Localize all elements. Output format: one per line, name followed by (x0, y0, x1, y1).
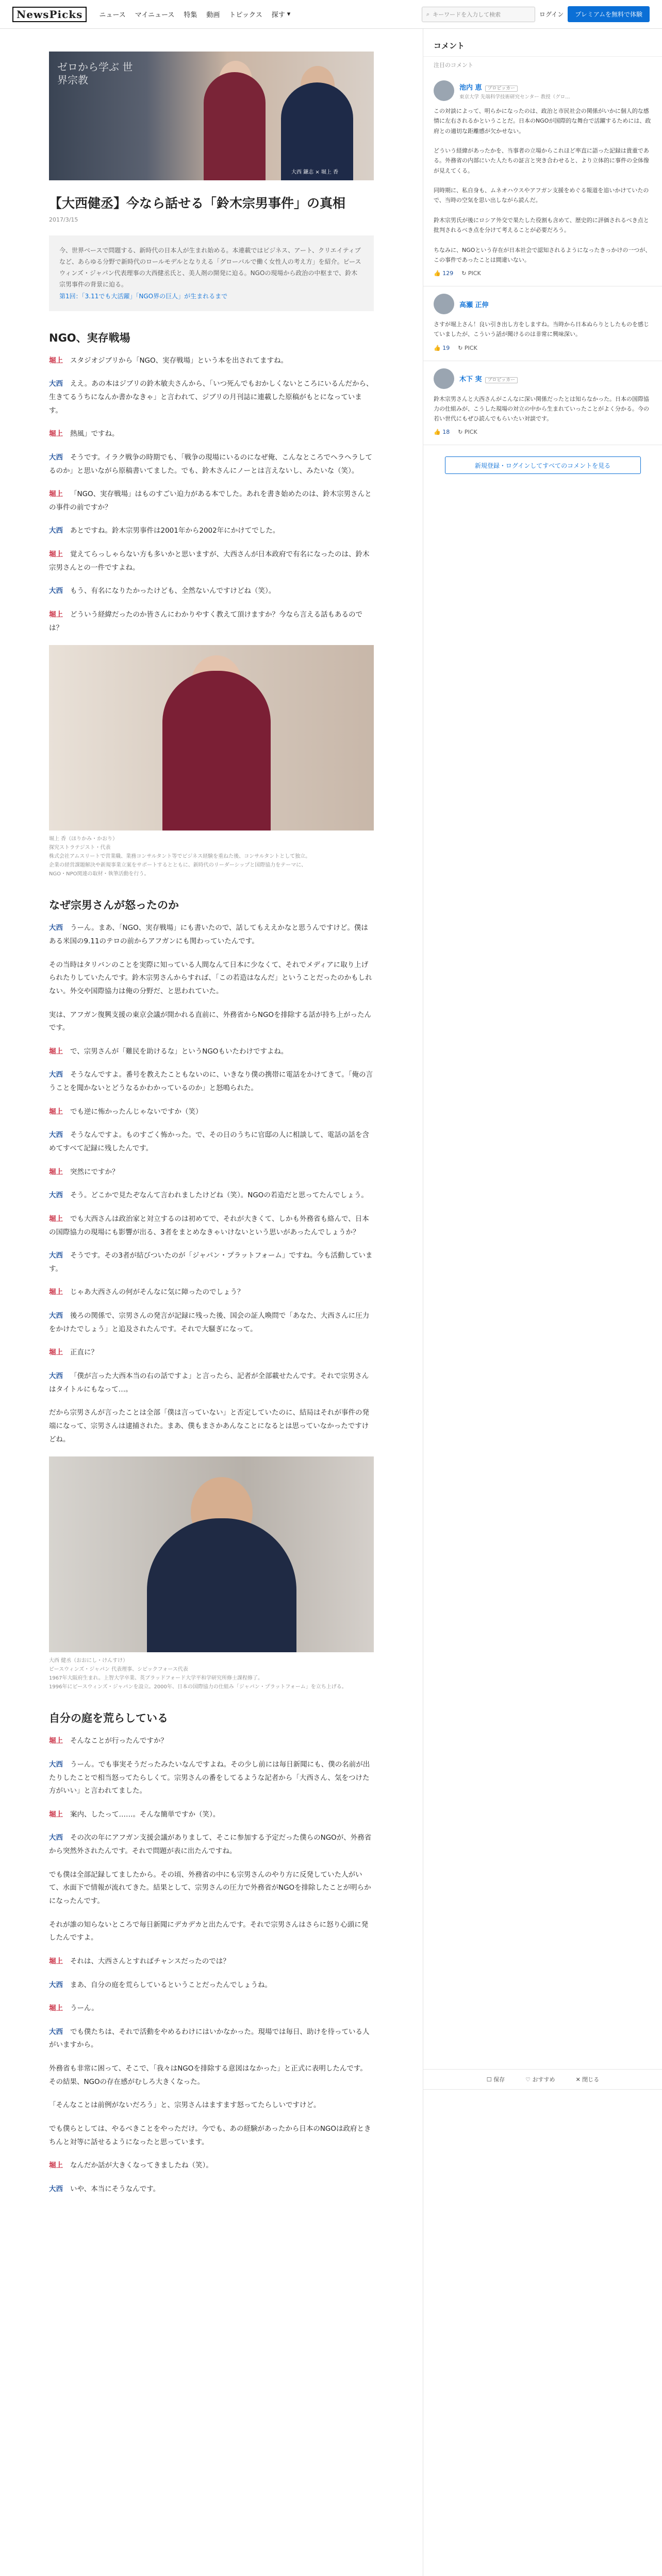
speaker-name: 堀上 (49, 550, 63, 559)
dialogue-text: まあ、自分の庭を荒らしているということだったんでしょうね。 (70, 1980, 272, 1989)
site-logo[interactable]: NewsPicks (12, 7, 87, 22)
dialogue-text: そうなんですよ。番号を教えたこともないのに、いきなり僕の携帯に電話をかけてきて。「俺の言うことを聞かないとどうなるかわかっているのか」と怒鳴られた。 (49, 1071, 373, 1093)
dialogue-text: なんだか話が大きくなってきましたね（笑）。 (70, 2161, 213, 2170)
comment-header (434, 80, 652, 101)
article-date: 2017/3/15 (49, 216, 78, 223)
pick-button[interactable] (458, 429, 477, 435)
comment-author-block (459, 299, 489, 309)
speaker-name: 大西 (49, 380, 63, 388)
dialogue-text: でも逆に怖かったんじゃないですか（笑） (70, 1107, 203, 1116)
dialogue-line (49, 1166, 374, 1179)
section-heading-2: なぜ宗男さんが怒ったのか (49, 899, 179, 912)
interviewer-photo-caption: 堀上 香（ほりかみ・かおり） 探究ストラテジスト・代表 株式会社アムスリートで営業職、業務コンサルタント等でビジネス経験を重ねた後、コンサルタントとして独立。 企業の経営課題解決や新規事業立案をサポートするとともに、新時代のリーダーシップと国際協力をテーマに、 NGO・NPO関連の取材・執筆活動を行う。 (49, 836, 311, 877)
sidebar-action-bar (423, 2069, 662, 2090)
dialogue-text: うーん。まあ、「NGO、実存戦場」にも書いたので、話してもええかなと思うんですけど。僕はある米国の9.11のテロの前からアフガンにも関わっていたんです。 (49, 924, 368, 945)
comment-text: 鈴木宗男さんと大西さんがこんなに深い関係だったとは知らなかった。日本の国際協力の仕組みが、こうした現場の対立の中から生まれていったことがよく分かる。今の若い世代にもぜひ読んでもらいたい対談です。 (434, 395, 649, 422)
dialogue-line (49, 1249, 374, 1276)
dialogue-text: で、宗男さんが「難民を助けるな」というNGOもいたわけですよね。 (70, 1047, 288, 1056)
like-button[interactable] (434, 429, 450, 435)
dialogue-text: 正直に？ (70, 1348, 98, 1357)
dialogue-line (49, 1979, 374, 1992)
dialogue-text: でも僕たちは、それで活動をやめるわけにはいかなかった。現場では毎日、助けを待っている人がいますから。 (49, 2027, 370, 2049)
dialogue-line (49, 2002, 374, 2015)
dialogue-text: でも僕らとしては、やるべきことをやっただけ。今でも、あの経験があったから日本のNGOは政府ときちんと対等に話せるようになったと思っています。 (49, 2125, 371, 2146)
avatar[interactable] (434, 80, 454, 101)
comment-item (423, 286, 662, 361)
comment-header (434, 368, 652, 389)
nav-item-topics[interactable]: トピックス (229, 11, 262, 19)
dialogue-text: 「僕が言った大西本当の右の話ですよ」と言ったら、記者が全部載せたんです。それで宗男さんはタイトルにもなって…。 (49, 1372, 369, 1394)
speaker-name: 大西 (49, 1760, 63, 1769)
dialogue-line (49, 1045, 374, 1059)
dialogue-line (49, 959, 374, 998)
comment-author-block (459, 82, 570, 100)
dialogue-text: そうです。イラク戦争の時期でも、「戦争の現場にいるのになぜ俺、こんなところでヘラヘラしてるのか」と思いながら原稿書いてました。でも、鈴木さんにノーとは言えないし、みたいな（笑）。 (49, 453, 373, 475)
lead-text: 今、世界ベースで問題する、新時代の日本人が生まれ始める。本連載ではビジネス、アート、クリエイティブなど、あらゆる分野で新時代のロールモデルとなりえる「グローバルで働く女性人の考え方」を紹介。ピースウィンズ・ジャパン代表理事の大西健丞氏と、美人剤の開発に迫る。NGOの現場から政治の中枢まで、鈴木宗男事件の背景に迫る。 (59, 246, 361, 289)
avatar[interactable] (434, 368, 454, 389)
like-count: 19 (442, 344, 450, 351)
dialogue-line (49, 488, 374, 514)
dialogue-line (49, 1106, 374, 1119)
speaker-name: 堀上 (49, 1810, 63, 1819)
comments-sidebar (423, 29, 662, 2576)
speaker-name: 大西 (49, 1071, 63, 1079)
comment-item (423, 73, 662, 286)
dialogue-line (49, 1189, 374, 1202)
speaker-name: 大西 (49, 1980, 63, 1989)
dialogue-text: あとですね。鈴木宗男事件は2001年から2002年にかけてでした。 (70, 527, 280, 535)
speaker-name: 大西 (49, 1312, 63, 1320)
dialogue-line (49, 1213, 374, 1239)
pick-button[interactable] (458, 345, 477, 351)
dialogue-text: そう。どこかで見たぞなんて言われましたけどね（笑）。NGOの若造だと思ってたんでしょう。 (70, 1191, 368, 1200)
pick-label: PICK (464, 344, 477, 351)
dialogue-text: 覚えてらっしゃらない方も多いかと思いますが、大西さんが日本政府で有名になったのは、鈴木宗男さんとの一件ですよね。 (49, 550, 370, 572)
speaker-name: 大西 (49, 1834, 63, 1842)
dialogue-text: その当時はタリバンのことを実際に知っている人間なんて日本に少なくて、それでメディアに取り上げられたりしていたんです。鈴木宗男さんからすれば、「この若造はなんだ」ということだったのかもしれない。外交や国際協力は俺の分野だ、と思われていた。 (49, 960, 372, 995)
dialogue-line (49, 1310, 374, 1336)
dialogue-line (49, 1832, 374, 1858)
dialogue-text: でも僕は全部記録してましたから。その頃、外務省の中にも宗男さんのやり方に反発していた人がいて、水面下で情報が流れてきた。結果として、宗男さんの圧力で外務省がNGOを排除したことが明らかになったんです。 (49, 1870, 371, 1905)
speaker-name: 堀上 (49, 2004, 63, 2013)
pro-picker-badge: プロピッカー (485, 377, 518, 383)
speaker-name: 堀上 (49, 611, 63, 619)
comments-subtitle: 注目のコメント (423, 56, 662, 73)
lead-link[interactable]: 第1回：「3.11でも大活躍」「NGO界の巨人」が生まれるまで (59, 292, 228, 300)
speaker-name: 大西 (49, 1251, 63, 1260)
dialogue-text: ええ。あの本はジブリの鈴木敏夫さんから、「いつ死んでもおかしくないところにいるんだから、生きてるうちになんか書かなきゃ」と言われて、ジブリの月刊誌に連載した原稿がもとになっています。 (49, 380, 373, 415)
dialogue-text: そうなんですよ。ものすごく怖かった。で、その日のうちに官邸の人に相談して、電話の話を含めてすべて記録に残したんです。 (49, 1131, 369, 1153)
thumbs-up-icon: 👍 (434, 429, 441, 436)
save-button[interactable]: ☐ 保存 (486, 2076, 505, 2083)
dialogue-text: そんなことが行ったんですか？ (70, 1737, 168, 1745)
speaker-name: 大西 (49, 527, 63, 535)
comment-item (423, 361, 662, 446)
hero-figure-woman (204, 72, 266, 180)
dialogue-line (49, 2099, 374, 2112)
dialogue-line (49, 1129, 374, 1155)
nav-item-explore-label: 探す (271, 11, 285, 19)
dialogue-line (49, 378, 374, 417)
dialogue-text: いや、本当にそうなんです。 (70, 2184, 160, 2193)
like-count: 18 (442, 429, 450, 436)
speaker-name: 大西 (49, 2184, 63, 2193)
hero-caption: ゼロから学ぶ 世界宗教 (57, 61, 133, 86)
top-bar (0, 0, 662, 29)
dialogue-block-1 (49, 354, 374, 635)
dialogue-text: 突然にですか？ (70, 1167, 119, 1176)
like-button[interactable] (434, 270, 453, 277)
interviewee-photo-caption: 大西 健丞（おおにし・けんすけ） ピースウィンズ・ジャパン 代表理事、シビックフォース代表 1967年大阪府生まれ。上智大学卒業、英ブラッドフォード大学平和学研究所修士課程修了。 1996年にピースウィンズ・ジャパンを設立。2000年、日本の国際協力の仕組み「ジャパン・プラットフォーム」を立ち上げる。 (49, 1658, 347, 1690)
hero-image (49, 52, 374, 180)
dialogue-line (49, 922, 374, 948)
like-count: 129 (442, 270, 454, 277)
close-label: 閉じる (582, 2076, 600, 2083)
speaker-name: 堀上 (49, 1348, 63, 1357)
comment-author-block (459, 374, 518, 383)
search-placeholder: キーワードを入力して検索 (433, 11, 501, 18)
dialogue-line (49, 1735, 374, 1748)
dialogue-line (49, 548, 374, 574)
dialogue-line (49, 524, 374, 538)
article-title: 【大西健丞】今なら話せる「鈴木宗男事件」の真相 (49, 196, 346, 211)
comments-title: コメント (434, 41, 465, 50)
dialogue-line (49, 1406, 374, 1446)
comment-text: さすが堀上さん！良い引き出し方をしますね。当時から日本ぬらりとしたものを感じていましたが、こういう話が聞けるのは非常に興味深い。 (434, 321, 649, 338)
hero-figure-man (281, 82, 353, 180)
speaker-name: 堀上 (49, 1737, 63, 1745)
dialogue-text: どういう経緯だったのか皆さんにわかりやすく教えて頂けますか？今なら言える話もあるのでは？ (49, 611, 362, 632)
comment-footer (434, 270, 652, 277)
dialogue-line (49, 1286, 374, 1299)
dialogue-line (49, 1346, 374, 1360)
avatar[interactable] (434, 294, 454, 314)
speaker-name: 堀上 (49, 1957, 63, 1965)
speaker-name: 堀上 (49, 1047, 63, 1056)
dialogue-line (49, 1069, 374, 1095)
main-nav (99, 9, 290, 19)
recommend-label: おすすめ (532, 2076, 555, 2083)
thumbs-up-icon: 👍 (434, 270, 441, 277)
dialogue-text: それが誰の知らないところで毎日新聞にデカデカと出たんです。それで宗男さんはさらに怒り心頭に発したんですよ。 (49, 1920, 369, 1942)
dialogue-line (49, 451, 374, 478)
pick-icon: ↻ (458, 429, 463, 436)
dialogue-text: でも大西さんは政治家と対立するのは初めてで、それが大きくて、しかも外務省も絡んで、日本の国際協力の現場にも影響が出る、3者をまとめなきゃいけないという思いがあったんでしょうか？ (49, 1214, 369, 1236)
interviewee-body (147, 1518, 296, 1652)
comment-footer (434, 345, 652, 351)
recommend-button[interactable]: ♡ おすすめ (525, 2076, 555, 2083)
comment-author-name[interactable]: 木下 実 (459, 376, 482, 383)
interviewer-photo (49, 645, 374, 831)
dialogue-text: もう、有名になりたかったけども、全然ないんですけどね（笑）。 (70, 587, 276, 596)
dialogue-text: 外務省も非常に困って、そこで、「我々はNGOを排除する意図はなかった」と正式に表明したんです。その結果、NGOの存在感がむしろ大きくなった。 (49, 2064, 367, 2086)
nav-item-features[interactable]: 特集 (184, 11, 197, 19)
dialogue-text: スタジオジブリから「NGO、実存戦場」という本を出されてますね。 (70, 356, 288, 365)
dialogue-line (49, 608, 374, 635)
dialogue-text: うーん。 (70, 2004, 98, 2013)
dialogue-line (49, 1370, 374, 1396)
dialogue-text: 案内、したって……。そんな簡単ですか（笑）。 (70, 1810, 220, 1819)
header-actions (422, 6, 650, 22)
thumbs-up-icon: 👍 (434, 344, 441, 351)
comment-author-name[interactable]: 池内 恵 (459, 83, 482, 92)
nav-item-videos[interactable]: 動画 (206, 11, 220, 19)
nav-item-news[interactable]: ニュース (99, 11, 126, 19)
dialogue-text: 後ろの関係で、宗男さんの発言が記録に残った後、国会の証人喚問で「あなた、大西さんに圧力をかけたでしょう」と追及されたんです。それで大騒ぎになって。 (49, 1312, 370, 1333)
speaker-name: 堀上 (49, 1167, 63, 1176)
dialogue-line (49, 1919, 374, 1945)
pick-label: PICK (464, 429, 477, 436)
dialogue-text: うーん。でも事実そうだったみたいなんですよね。その少し前には毎日新聞にも、僕の名前が出たりしたことで相当怒ってたらしくて。宗男さんの番をしてるような記者から「大西さん、気をつけた方がいい」と言われてました。 (49, 1760, 370, 1795)
nav-item-explore[interactable] (272, 9, 291, 19)
article-main (49, 52, 374, 2207)
speaker-name: 大西 (49, 1131, 63, 1140)
pick-button[interactable] (461, 270, 481, 277)
speaker-name: 堀上 (49, 2161, 63, 2170)
speaker-name: 大西 (49, 2027, 63, 2036)
dialogue-text: じゃあ大西さんの何がそんなに気に障ったのでしょう？ (70, 1288, 244, 1297)
pick-icon: ↻ (458, 344, 463, 351)
premium-trial-button[interactable]: プレミアムを無料で体験 (568, 6, 650, 22)
dialogue-text: その次の年にアフガン支援会議がありまして、そこに参加する予定だった僕らのNGOが、外務省から突然外されたんです。それで問題が表に出たんですね。 (49, 1834, 372, 1856)
dialogue-line (49, 354, 374, 368)
dialogue-text: 実は、アフガン復興支援の東京会議が開かれる直前に、外務省からNGOを排除する話が持ち上がったんです。 (49, 1010, 372, 1032)
dialogue-line (49, 1955, 374, 1969)
speaker-name: 堀上 (49, 1107, 63, 1116)
dialogue-text: 「そんなことは前例がないだろう」と、宗男さんはますます怒ってたらしいですけど。 (49, 2101, 321, 2110)
dialogue-line (49, 428, 374, 441)
section-heading-3: 自分の庭を荒らしている (49, 1712, 168, 1725)
like-button[interactable] (434, 345, 450, 351)
comment-author-name[interactable]: 高瀬 正伸 (459, 301, 489, 309)
speaker-name: 大西 (49, 1372, 63, 1381)
interviewee-photo (49, 1456, 374, 1652)
comment-footer (434, 429, 652, 435)
comment-author-role: 東京大学 先端科学技術研究センター 教授（グロ… (459, 94, 570, 100)
save-label: 保存 (493, 2076, 505, 2083)
comment-header (434, 294, 652, 314)
search-input[interactable] (422, 7, 535, 22)
dialogue-line (49, 2183, 374, 2196)
dialogue-block-2 (49, 922, 374, 1446)
pick-label: PICK (468, 270, 481, 277)
pro-picker-badge: プロピッカー (485, 86, 518, 92)
dialogue-line (49, 1808, 374, 1822)
comment-list (423, 73, 662, 445)
dialogue-line (49, 2159, 374, 2173)
login-link[interactable]: ログイン (539, 11, 564, 18)
dialogue-text: だから宗男さんが言ったことは全部「僕は言っていない」と否定していたのに、結局はそれが事件の発端になって、宗男さんは逮捕された。まあ、僕もまさかあんなことになるとは思っていなかったですけどね。 (49, 1409, 369, 1444)
close-button[interactable]: ✕ 閉じる (575, 2076, 600, 2083)
dialogue-text: それは、大西さんとすればチャンスだったのでは？ (70, 1957, 230, 1965)
speaker-name: 堀上 (49, 356, 63, 365)
speaker-name: 堀上 (49, 490, 63, 499)
speaker-name: 堀上 (49, 1288, 63, 1297)
dialogue-line (49, 2123, 374, 2149)
dialogue-line (49, 2026, 374, 2052)
dialogue-text: そうです。その3者が結びついたのが「ジャパン・プラットフォーム」ですね。今も活動しています。 (49, 1251, 373, 1273)
dialogue-line (49, 2062, 374, 2089)
dialogue-line (49, 1009, 374, 1035)
dialogue-line (49, 1758, 374, 1798)
nav-item-mynews[interactable]: マイニュース (135, 11, 175, 19)
search-icon: ⌕ (426, 10, 430, 18)
signup-more-comments-button[interactable]: 新規登録・ログインしてすべてのコメントを見る (445, 456, 641, 474)
dialogue-line (49, 1869, 374, 1908)
section-heading-1: NGO、実存戦場 (49, 331, 130, 344)
dialogue-block-3 (49, 1735, 374, 2196)
speaker-name: 堀上 (49, 1214, 63, 1223)
speaker-name: 大西 (49, 453, 63, 462)
speaker-name: 堀上 (49, 430, 63, 438)
dialogue-line (49, 585, 374, 598)
speaker-name: 大西 (49, 1191, 63, 1200)
hero-names: 大西 鎌志 × 堀上 香 (291, 170, 339, 175)
article-lead (49, 235, 374, 311)
interviewer-body (162, 671, 271, 831)
speaker-name: 大西 (49, 924, 63, 933)
speaker-name: 大西 (49, 587, 63, 596)
dialogue-text: 「NGO、実存戦場」はものすごい迫力がある本でした。あれを書き始めたのは、鈴木宗男さんとの事件の前ですか？ (49, 490, 372, 512)
pick-icon: ↻ (461, 270, 467, 277)
dialogue-text: 熱風」ですね。 (70, 430, 119, 438)
chevron-down-icon: ▾ (287, 10, 291, 18)
comment-text: この対談によって、明らかになったのは、政治と市民社会の関係がいかに個人的な感情に左右されるかということだ。日本のNGOが国際的な舞台で活躍するためには、政府との適切な距離感が欠かせない。 どういう経緯があったかを、当事者の立場からこれほど率直に語った記録は貴重である。外務省の内部にいた人たちの証言と突き合わせると、より立体的に事件の全体像が見えてくる。 同時期に、私自身も、ムネオハウスやアフガン支援をめぐる報道を追いかけていたので、当時の空気を思い出しながら読んだ。 鈴木宗男氏が後にロシア外交で果たした役割も含めて、歴史的に評価されるべき点と批判されるべき点を分けて考えることが必要だろう。 ちなみに、NGOという存在が日本社会で認知されるようになったきっかけの一つが、この事件であったことは間違いない。 (434, 108, 651, 263)
